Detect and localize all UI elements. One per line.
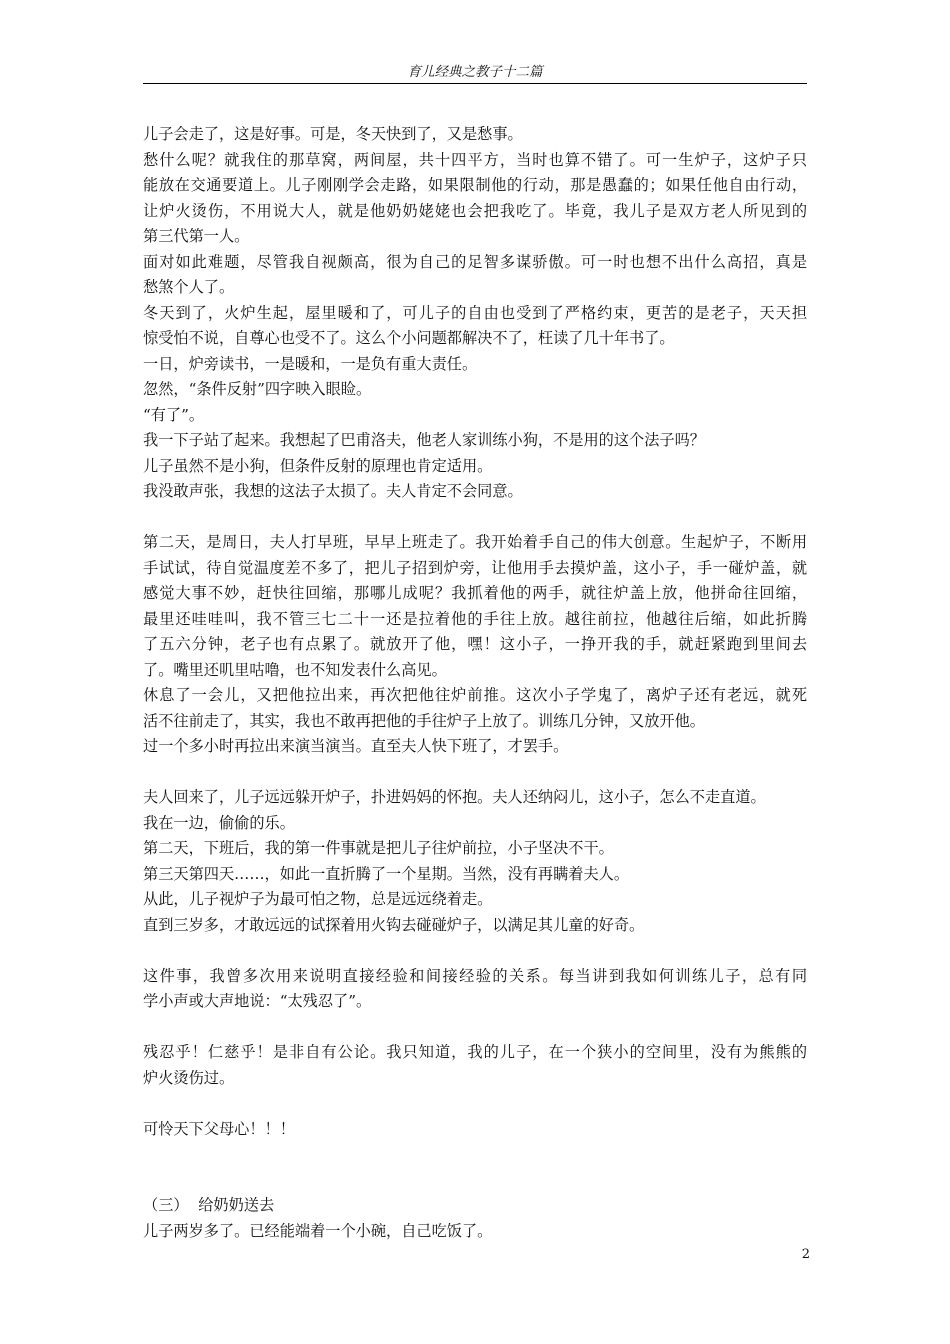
blank-line [143,1015,807,1041]
paragraph-line: 夫人回来了，儿子远远躲开炉子，扑进妈妈的怀抱。夫人还纳闷儿，这小子，怎么不走直道。 [143,788,766,806]
header-rule [143,83,807,84]
paragraph [143,734,807,760]
paragraph-line: 第三天第四天……，如此一直折腾了一个星期。当然，没有再瞒着夫人。 [143,864,629,883]
blank-line [143,1091,807,1117]
paragraph-line: 了五六分钟，老子也有点累了。就放开了他，嘿！这小子，一挣开我的手，就赶紧跑到里间去 [143,635,807,653]
paragraph [143,964,807,1015]
paragraph [143,862,807,888]
paragraph [143,352,807,378]
paragraph [143,530,807,683]
paragraph [143,428,807,454]
paragraph-line: 儿子两岁多了。已经能端着一个小碗，自己吃饭了。 [143,1221,493,1240]
paragraph-line: “有了”。 [143,405,205,424]
paragraph [143,479,807,505]
running-header: 育儿经典之教子十二篇 [407,64,543,80]
paragraph [143,683,807,734]
blank-line [143,505,807,531]
paragraph [143,454,807,480]
paragraph [143,785,807,811]
paragraph [143,836,807,862]
blank-line [143,1142,807,1168]
paragraph-line: 面对如此难题，尽管我自视颇高，很为自己的足智多谋骄傲。可一时也想不出什么高招，真是 [143,252,807,271]
paragraph [143,148,807,250]
blank-line [143,938,807,964]
paragraph-line: 了。嘴里还叽里咕噜，也不知发表什么高见。 [143,660,447,679]
paragraph [143,1040,807,1091]
paragraph-line: 儿子会走了，这是好事。可是，冬天快到了，又是愁事。 [143,125,523,143]
paragraph-line: 愁煞个人了。 [143,278,235,296]
blank-line [143,1168,807,1194]
paragraph-line: 第二天，下班后，我的第一件事就是把儿子往炉前拉，小子坚决不干。 [143,839,614,857]
paragraph-line: 愁什么呢？就我住的那草窝，两间屋，共十四平方，当时也算不错了。可一生炉子，这炉子只 [143,150,807,169]
paragraph-line: 第二天，是周日，夫人打早班，早早上班走了。我开始着手自己的伟大创意。生起炉子，不断用 [143,533,807,551]
paragraph-line: 炉火烫伤过。 [143,1068,235,1087]
paragraph-line: 一日，炉旁读书，一是暖和，一是负有重大责任。 [143,354,478,373]
paragraph-line: 感觉大事不妙，赶快往回缩，那哪儿成呢？我抓着他的两手，就往炉盖上放，他拼命往回缩， [143,584,807,602]
paragraph-line: 儿子虽然不是小狗，但条件反射的原理也肯定适用。 [143,456,493,475]
paragraph-line: 我没敢声张，我想的这法子太损了。夫人肯定不会同意。 [143,482,523,500]
paragraph-line: 从此，儿子视炉子为最可怕之物，总是远远绕着走。 [143,890,493,908]
paragraph [143,811,807,837]
paragraph-line: 过一个多小时再拉出来演当演当。直至夫人快下班了，才罢手。 [143,737,569,755]
paragraph-line: 最里还哇哇叫，我不管三七二十一还是拉着他的手往上放。越往前拉，他越往后缩，如此折腾 [143,609,807,628]
page-number: 2 [801,1247,810,1262]
paragraph [143,913,807,939]
paragraph-line: 直到三岁多，才敢远远的试探着用火钩去碰碰炉子，以满足其儿童的好奇。 [143,915,645,934]
paragraph-line: 可怜天下父母心！！！ [143,1119,295,1138]
paragraph [143,122,807,148]
paragraph-line: 活不往前走了，其实，我也不敢再把他的手往炉子上放了。训练几分钟，又放开他。 [143,711,705,730]
paragraph [143,1117,807,1143]
blank-line [143,760,807,786]
paragraph-line: 能放在交通要道上。儿子刚刚学会走路，如果限制他的行动，那是愚蠢的；如果任他自由行动， [143,176,807,194]
paragraph-line: 忽然，“条件反射”四字映入眼睑。 [143,380,372,398]
paragraph [143,403,807,429]
section-heading: （三） 给奶奶送去 [143,1196,275,1214]
paragraph [143,887,807,913]
paragraph-line: 我一下子站了起来。我想起了巴甫洛夫，他老人家训练小狗，不是用的这个法子吗？ [143,431,705,449]
paragraph-line: 这件事，我曾多次用来说明直接经验和间接经验的关系。每当讲到我如何训练儿子，总有同 [143,966,807,985]
paragraph-line: 残忍乎！仁慈乎！是非自有公论。我只知道，我的儿子，在一个狭小的空间里，没有为熊熊的 [143,1043,807,1061]
body-text [143,122,807,1244]
paragraph-line: 冬天到了，火炉生起，屋里暖和了，可儿子的自由也受到了严格约束，更苦的是老子，天天担 [143,303,807,322]
paragraph [143,377,807,403]
paragraph-line: 我在一边，偷偷的乐。 [143,813,295,832]
paragraph-line: 学小声或大声地说：“太残忍了”。 [143,992,372,1010]
paragraph [143,301,807,352]
paragraph-line: 第三代第一人。 [143,227,250,245]
paragraph-line: 让炉火烫伤，不用说大人，就是他奶奶姥姥也会把我吃了。毕竟，我儿子是双方老人所见到的 [143,201,807,220]
paragraph-line: 手试试，待自觉温度差不多了，把儿子招到炉旁，让他用手去摸炉盖，这小子，手一碰炉盖，就 [143,558,807,577]
paragraph [143,250,807,301]
paragraph-line: 惊受怕不说，自尊心也受不了。这么个小问题都解决不了，枉读了几十年书了。 [143,329,675,347]
paragraph-line: 休息了一会儿，又把他拉出来，再次把他往炉前推。这次小子学鬼了，离炉子还有老远，就死 [143,686,807,704]
